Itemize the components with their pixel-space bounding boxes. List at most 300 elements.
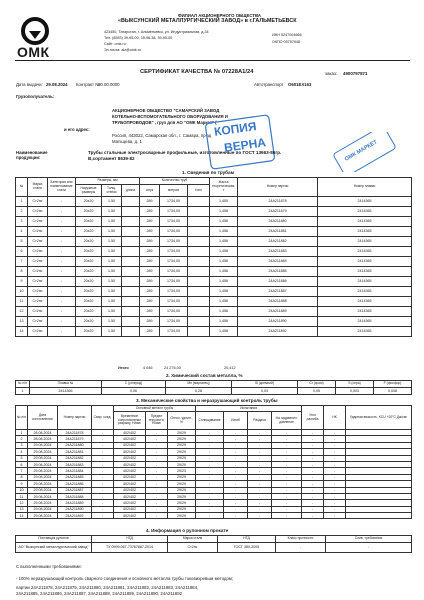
mech-cell: -	[248, 449, 272, 455]
cell-length	[122, 277, 140, 287]
cell-grade: Ст2пс	[28, 207, 48, 217]
mech-cell: -	[324, 442, 346, 448]
mech-cell: 402/402	[114, 468, 146, 474]
mech-cell: -	[272, 500, 302, 506]
footer-line2: партии 24А211878, 24А211879, 24А211880, 24А211881, 24А211882, 24А211883, 24А211884,	[16, 585, 199, 590]
cell-melt: 2414365	[318, 317, 412, 327]
mech-cell: -	[302, 474, 324, 480]
mech-cell: -	[324, 449, 346, 455]
cell-dims: 20х20	[76, 227, 102, 237]
mech-cell: -	[302, 506, 324, 512]
cell-theor: 1,456	[210, 317, 238, 327]
coil-value-cell: ГОСТ 380-2005	[218, 543, 276, 553]
header-email: Эл.почта: alz@omk.ru	[104, 48, 142, 52]
cell-dims: 20х20	[76, 267, 102, 277]
mech-cell: 9	[16, 481, 28, 487]
mech-cell: -	[324, 455, 346, 461]
mech-cell: 24А211884	[58, 468, 92, 474]
cell-tons	[188, 227, 210, 237]
mech-cell: -	[92, 461, 114, 467]
cell-tons	[188, 277, 210, 287]
mcol-base-group: Основной металл трубы	[114, 406, 196, 412]
mech-cell: 24А211889	[58, 500, 92, 506]
mech-cell: -	[196, 436, 224, 442]
mech-cell: 402/402	[114, 436, 146, 442]
mcol-num: № п/п	[16, 406, 28, 430]
cell-batch: 24А211880	[238, 217, 318, 227]
cell-melt: 2414365	[318, 327, 412, 337]
chem-header-cell: № п/п	[16, 381, 30, 388]
cell-length	[122, 297, 140, 307]
mech-cell: 29.08.2024	[28, 481, 58, 487]
chem-header-cell: Cr (хром)	[298, 381, 336, 388]
pipe-row	[16, 257, 412, 267]
chem-value-cell: 0,008	[374, 388, 412, 395]
cell-melt: 2414365	[318, 297, 412, 307]
cell-dims: 20х20	[76, 197, 102, 207]
cell-theor: 1,456	[210, 287, 238, 297]
cell-meters: 1734,00	[160, 277, 188, 287]
cell-tons	[188, 207, 210, 217]
cell-melt: 2414365	[318, 257, 412, 267]
order-label: заказ:	[325, 71, 338, 76]
cell-batch: 24А211881	[238, 227, 318, 237]
cell-meters: 1734,00	[160, 297, 188, 307]
mech-cell: 402/402	[114, 513, 146, 519]
total-meters: 24 276,00	[164, 366, 181, 370]
contract-label: Контракт №	[76, 82, 100, 87]
coil-value-cell: АО "Выксунский металлургический завод"	[16, 543, 92, 553]
mech-cell: -	[92, 449, 114, 455]
mcol-test-group: Испытания	[196, 406, 302, 412]
cell-length	[122, 207, 140, 217]
cell-num: 12	[16, 307, 28, 317]
cell-pcs: 289	[140, 227, 160, 237]
cell-meters: 1734,00	[160, 317, 188, 327]
mech-cell: -	[146, 449, 168, 455]
mech-cell: -	[196, 487, 224, 493]
cell-tons	[188, 267, 210, 277]
mech-cell: 29/29	[168, 493, 196, 499]
mech-cell: -	[196, 430, 224, 436]
cell-pcs: 289	[140, 207, 160, 217]
mech-cell: -	[92, 442, 114, 448]
cell-dims: 20х20	[76, 217, 102, 227]
logo-text: ОМК	[17, 44, 50, 60]
mech-cell: 402/402	[114, 442, 146, 448]
cell-dims: 20х20	[76, 307, 102, 317]
col-theor: Масса теоретическая, т	[210, 178, 238, 197]
mech-cell: -	[248, 500, 272, 506]
mech-cell: 13	[16, 506, 28, 512]
cell-meters: 1734,00	[160, 257, 188, 267]
cell-pcs: 289	[140, 317, 160, 327]
mcol-batch: Номер партии	[58, 406, 92, 430]
cell-meters: 1734,00	[160, 267, 188, 277]
cell-wall: 1,50	[102, 217, 122, 227]
product-line2: В,сортамент 8639-82	[88, 156, 135, 161]
mech-cell: -	[224, 468, 248, 474]
mcol-ulr: Угол разгиба	[302, 406, 324, 430]
cell-category: -	[48, 227, 76, 237]
mech-cell: 24А211892	[58, 513, 92, 519]
product-line1: Трубы стальные электросварные профильные, изготовленные по ГОСТ 13663-86гр.	[88, 150, 282, 155]
cell-meters: 1734,00	[160, 217, 188, 227]
cell-tons	[188, 287, 210, 297]
mech-cell: -	[92, 500, 114, 506]
col-pcs: штук	[140, 185, 160, 197]
mech-cell: 10	[16, 487, 28, 493]
mech-cell: -	[196, 449, 224, 455]
cell-length	[122, 227, 140, 237]
mech-cell: -	[224, 449, 248, 455]
mech-cell: 24А211888	[58, 493, 92, 499]
cell-theor: 1,456	[210, 257, 238, 267]
mech-cell: -	[146, 436, 168, 442]
mech-cell: 3	[16, 442, 28, 448]
col-num: №	[16, 178, 28, 197]
cell-num: 14	[16, 327, 28, 337]
mech-cell: -	[302, 487, 324, 493]
cell-category: -	[48, 247, 76, 257]
header-okpo: ОКПО 05757948	[272, 40, 300, 44]
cell-tons	[188, 327, 210, 337]
mech-cell: -	[224, 461, 248, 467]
cell-grade: Ст2пс	[28, 267, 48, 277]
pipe-row	[16, 307, 412, 317]
cell-length	[122, 317, 140, 327]
mech-cell: -	[272, 474, 302, 480]
mcol-impact: Ударная вязкость, KCU +20°С Дж/см²	[346, 406, 412, 430]
cell-melt: 2414365	[318, 287, 412, 297]
mech-cell: 29/29	[168, 513, 196, 519]
mechanical-table	[15, 405, 412, 519]
consignee-name-2: КОТЕЛЬНО-ВСПОМОГАТЕЛЬНОГО ОБОРУДОВАНИЯ И	[112, 114, 228, 119]
pipe-row	[16, 247, 412, 257]
mech-cell: 29/29	[168, 449, 196, 455]
mech-cell: -	[92, 506, 114, 512]
mech-cell: -	[324, 461, 346, 467]
product-label: Наименование продукции:	[16, 150, 48, 161]
cell-num: 3	[16, 217, 28, 227]
cell-grade: Ст2пс	[28, 297, 48, 307]
coil-value-cell: ТУ 0999-067-73767887-2014	[92, 543, 168, 553]
mech-cell: -	[302, 481, 324, 487]
mech-cell: 29/29	[168, 500, 196, 506]
cell-category: -	[48, 297, 76, 307]
mech-cell: 29.08.2024	[28, 493, 58, 499]
mech-cell: 14	[16, 513, 28, 519]
mech-cell: 29/29	[168, 481, 196, 487]
cell-grade: Ст2пс	[28, 217, 48, 227]
mech-cell: 402/402	[114, 481, 146, 487]
mech-cell: -	[146, 493, 168, 499]
mech-cell: 24А211880	[58, 442, 92, 448]
mech-cell: 29/23	[168, 468, 196, 474]
footer-line3: 24А211885, 24А211886, 24А211887, 24А211888, 24А211889, 24А211890, 24А211892	[16, 591, 182, 596]
coil-value-cell: Ст2пс	[168, 543, 218, 553]
stamp-text-1: КОПИЯ	[213, 119, 258, 139]
cell-wall: 1,50	[102, 257, 122, 267]
mech-cell: -	[146, 481, 168, 487]
coil-header-cell: НТД	[218, 536, 276, 543]
cell-melt: 2414365	[318, 207, 412, 217]
stamp-text-2: ВЕРНА	[223, 135, 267, 155]
cell-length	[122, 237, 140, 247]
mech-cell: 29/29	[168, 474, 196, 480]
mech-cell: -	[302, 442, 324, 448]
cell-category: -	[48, 257, 76, 267]
mech-cell: -	[324, 493, 346, 499]
mech-cell: 1	[16, 430, 28, 436]
mech-cell: 29/29	[168, 436, 196, 442]
mech-cell: -	[248, 455, 272, 461]
cell-batch: 24А211878	[238, 197, 318, 207]
mech-cell: -	[196, 481, 224, 487]
cell-num: 11	[16, 297, 28, 307]
cell-num: 10	[16, 287, 28, 297]
cell-pcs: 289	[140, 327, 160, 337]
coil-value-cell: -	[326, 543, 412, 553]
cell-dims: 20х20	[76, 257, 102, 267]
mech-cell: 28.08.2024	[28, 430, 58, 436]
mech-cell: -	[146, 442, 168, 448]
chem-header-cell: P (фосфор)	[374, 381, 412, 388]
cell-wall: 1,50	[102, 247, 122, 257]
mech-cell: 24А211878	[58, 430, 92, 436]
col-length: длина	[122, 185, 140, 197]
cell-wall: 1,50	[102, 287, 122, 297]
mech-cell: -	[302, 461, 324, 467]
mech-cell: -	[324, 474, 346, 480]
cell-grade: Ст2пс	[28, 247, 48, 257]
cell-meters: 1734,00	[160, 207, 188, 217]
mech-cell: 6	[16, 461, 28, 467]
cell-theor: 1,450	[210, 197, 238, 207]
cell-theor: 1,456	[210, 217, 238, 227]
mech-cell: -	[224, 506, 248, 512]
mech-cell: -	[302, 449, 324, 455]
mech-cell: -	[272, 442, 302, 448]
mech-cell: -	[324, 500, 346, 506]
mech-cell: -	[196, 468, 224, 474]
mech-cell: -	[248, 493, 272, 499]
mech-cell: -	[302, 493, 324, 499]
mech-cell: -	[302, 455, 324, 461]
cell-category: -	[48, 197, 76, 207]
mech-cell: -	[146, 461, 168, 467]
mech-cell: 24А211882	[58, 455, 92, 461]
mech-cell: 29.08.2024	[28, 468, 58, 474]
mech-cell: -	[196, 493, 224, 499]
mech-cell: 29.08.2024	[28, 455, 58, 461]
mech-cell: 24А211881	[58, 449, 92, 455]
cell-batch: 24А211883	[238, 247, 318, 257]
cell-num: 5	[16, 237, 28, 247]
mech-cell: -	[248, 481, 272, 487]
consignee-label: Грузополучатель:	[16, 94, 55, 99]
chem-value-cell: 0,03	[232, 388, 298, 395]
chem-header-cell: Плавка №	[30, 381, 102, 388]
cell-wall: 1,50	[102, 277, 122, 287]
mech-cell: 24А211886	[58, 481, 92, 487]
cell-num: 7	[16, 257, 28, 267]
cell-batch: 24А211884	[238, 257, 318, 267]
header-phone: Тел. (8553) 39-95-00, 39-96-38, 39-95-00	[104, 36, 173, 40]
cell-wall: 1,50	[102, 327, 122, 337]
mech-cell: -	[272, 455, 302, 461]
mech-cell: 24А211890	[58, 506, 92, 512]
col-qty-group: Количество труб	[140, 178, 210, 185]
mech-cell: -	[92, 487, 114, 493]
cell-tons	[188, 257, 210, 267]
mech-cell: 402/402	[114, 506, 146, 512]
cell-pcs: 289	[140, 267, 160, 277]
cell-melt: 2414365	[318, 277, 412, 287]
consignee-address-2: Мальцева, д. 1	[112, 139, 142, 144]
mech-cell	[346, 513, 412, 519]
mcol-hydro: На гидравлич. давление	[272, 412, 302, 430]
mech-cell: 29.08.2024	[28, 513, 58, 519]
cell-grade: Ст2пс	[28, 257, 48, 267]
cell-category: -	[48, 237, 76, 247]
mech-cell: -	[272, 436, 302, 442]
mech-cell: -	[92, 436, 114, 442]
cell-wall: 1,50	[102, 307, 122, 317]
consignee-address-1: Россия, 443022, Самарская обл., г. Самара, пр-зд	[112, 133, 212, 138]
cell-melt: 2414365	[318, 307, 412, 317]
cell-pcs: 289	[140, 257, 160, 267]
chem-value-cell: 0,06	[102, 388, 166, 395]
cell-batch: 24А211885	[238, 267, 318, 277]
header-site: Сайт: omk.ru	[104, 42, 126, 46]
mech-cell: -	[324, 430, 346, 436]
col-grade: Марка стали	[28, 178, 48, 197]
cell-batch: 24А211888	[238, 297, 318, 307]
mech-cell: 24А211883	[58, 461, 92, 467]
cell-theor: 1,456	[210, 207, 238, 217]
mech-cell: 402/402	[114, 430, 146, 436]
pipe-row	[16, 317, 412, 327]
col-wall: Толщ. стенки	[102, 185, 122, 197]
mech-cell: 402/402	[114, 500, 146, 506]
mech-cell: 24А211879	[58, 436, 92, 442]
pipe-row	[16, 327, 412, 337]
mech-cell: 29.08.2024	[28, 461, 58, 467]
mech-cell: 24А211885	[58, 474, 92, 480]
header-address: 423450, Татарстан, г. Альметьевск, ул. Индустриальная, д.34	[104, 30, 209, 34]
cell-batch: 24А211890	[238, 317, 318, 327]
mech-cell: -	[272, 430, 302, 436]
cell-theor: 1,456	[210, 227, 238, 237]
cell-tons	[188, 247, 210, 257]
mech-cell: 402/402	[114, 461, 146, 467]
contract-number: 00.00.0000	[98, 82, 120, 87]
col-melt: Номер плавки	[318, 178, 412, 197]
coil-header-cell: Поставщик рулонов	[16, 536, 92, 543]
cell-tons	[188, 217, 210, 227]
mech-cell: 402/402	[114, 474, 146, 480]
mech-cell: -	[92, 493, 114, 499]
cell-theor: 1,456	[210, 307, 238, 317]
cell-batch: 24А211889	[238, 307, 318, 317]
mech-cell: 29/29	[168, 461, 196, 467]
mech-cell: -	[302, 500, 324, 506]
cell-length	[122, 257, 140, 267]
cell-grade: Ст2пс	[28, 197, 48, 207]
mcol-weld: Свар. соед.	[92, 406, 114, 430]
cell-meters: 1734,00	[160, 287, 188, 297]
mcol-elong: Относ. удлин., %	[168, 412, 196, 430]
cell-dims: 20х20	[76, 297, 102, 307]
mech-cell: -	[248, 506, 272, 512]
col-dims: Наружные размеры	[76, 185, 102, 197]
mech-cell: 402/402	[114, 487, 146, 493]
mech-cell: 402/402	[114, 493, 146, 499]
mech-cell: 24А211887	[58, 487, 92, 493]
mech-cell: -	[196, 506, 224, 512]
mech-cell: 12	[16, 500, 28, 506]
mech-cell: -	[146, 455, 168, 461]
cell-wall: 1,50	[102, 207, 122, 217]
consignee-name-3: ТРУБОПРОВОДОВ" , груз для АО "ОМК Маркет" (	[112, 120, 217, 125]
consignee-name-1: АКЦИОНЕРНОЕ ОБЩЕСТВО "САМАРСКИЙ ЗАВОД	[112, 108, 220, 113]
pipe-row	[16, 207, 412, 217]
cell-melt: 2414365	[318, 217, 412, 227]
mech-cell: -	[146, 506, 168, 512]
col-batch: Номер партии	[238, 178, 318, 197]
issue-date: 29.08.2024	[46, 82, 68, 87]
col-category: Категория или наименование стали	[48, 178, 76, 197]
chem-header-cell: S (сера)	[336, 381, 374, 388]
mech-cell: -	[248, 513, 272, 519]
mech-cell: 29/29	[168, 442, 196, 448]
cell-dims: 20х20	[76, 207, 102, 217]
mech-cell: -	[272, 468, 302, 474]
mcol-ndt: НК	[324, 406, 346, 430]
mech-cell: -	[272, 493, 302, 499]
cell-melt: 2414365	[318, 247, 412, 257]
mech-cell: -	[324, 513, 346, 519]
order-number: 4900797871	[343, 71, 368, 76]
cell-length	[122, 197, 140, 207]
cell-grade: Ст2пс	[28, 227, 48, 237]
mech-cell: -	[224, 455, 248, 461]
mech-cell: -	[248, 474, 272, 480]
mech-cell: 2	[16, 436, 28, 442]
mech-cell: 28.08.2024	[28, 436, 58, 442]
cell-length	[122, 327, 140, 337]
cell-num: 4	[16, 227, 28, 237]
cell-category: -	[48, 317, 76, 327]
cell-tons	[188, 307, 210, 317]
mech-cell: 7	[16, 468, 28, 474]
mech-cell: -	[196, 455, 224, 461]
cell-tons	[188, 237, 210, 247]
chem-value-cell: 2414365	[30, 388, 102, 395]
cell-dims: 20х20	[76, 327, 102, 337]
pipe-row	[16, 287, 412, 297]
cell-category: -	[48, 277, 76, 287]
cell-theor: 1,456	[210, 297, 238, 307]
mech-cell: -	[92, 513, 114, 519]
header-line1: ФИЛИАЛ АКЦИОНЕРНОГО ОБЩЕСТВА	[178, 13, 262, 18]
cell-grade: Ст2пс	[28, 327, 48, 337]
cell-dims: 20х20	[76, 317, 102, 327]
mech-cell: -	[248, 461, 272, 467]
cell-wall: 1,50	[102, 227, 122, 237]
mech-cell: -	[196, 442, 224, 448]
